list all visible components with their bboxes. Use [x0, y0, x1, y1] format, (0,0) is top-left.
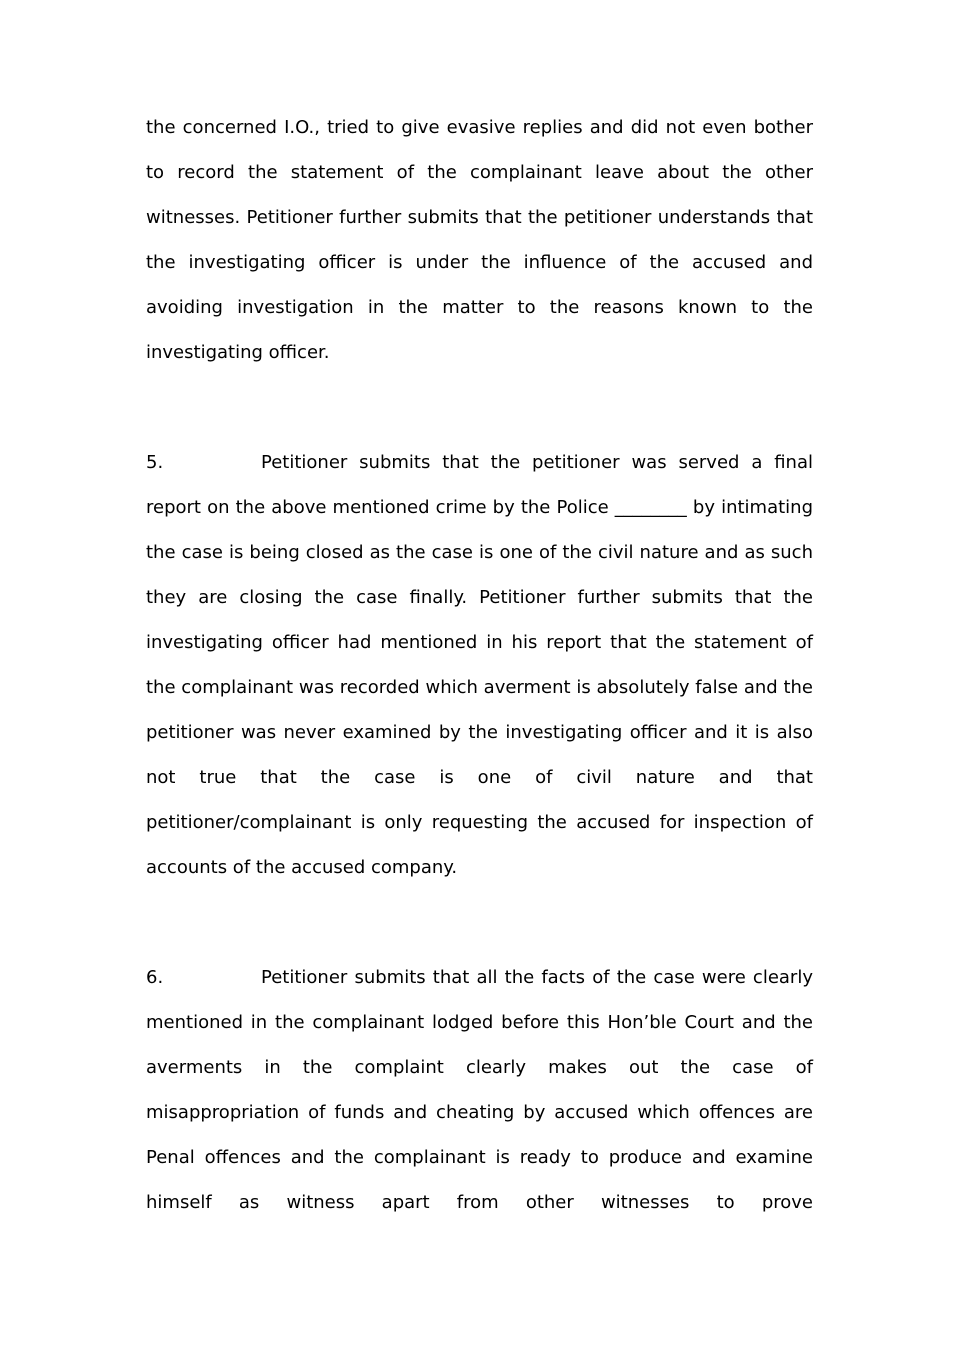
paragraph-text: the concerned I.O., tried to give evasive replies and did not even bother to record the statement of the complainant leave about the other witnesses. Petitioner further submits that the petitioner understands that the investigating officer is under the influence of the accused and avoiding investigation in the matter to the reasons known to the investigating officer.	[146, 117, 813, 363]
document-page	[146, 105, 813, 1225]
paragraph-gap	[146, 375, 813, 440]
paragraph-6	[146, 955, 813, 1225]
paragraph-continued	[146, 105, 813, 375]
paragraph-gap	[146, 890, 813, 955]
paragraph-number: 5.	[146, 452, 164, 473]
paragraph-text: Petitioner submits that the petitioner was served a final report on the above mentioned crime by the Police ________ by intimating the case is being closed as the case is one of the civil nature and as such they are closing the case finally. Petitioner further submits that the investigating officer had mentioned in his report that the statement of the complainant was recorded which averment is absolutely false and the petitioner was never examined by the investigating officer and it is also not true that the case is one of civil nature and that petitioner/complainant is only requesting the accused for inspection of accounts of the accused company.	[146, 452, 813, 878]
paragraph-5	[146, 440, 813, 890]
paragraph-number: 6.	[146, 967, 164, 988]
paragraph-text: Petitioner submits that all the facts of the case were clearly mentioned in the complainant lodged before this Hon’ble Court and the averments in the complaint clearly makes out the case of misappropriation of funds and cheating by accused which offences are Penal offences and the complainant is ready to produce and examine himself as witness apart from other witnesses to prove	[146, 967, 813, 1213]
